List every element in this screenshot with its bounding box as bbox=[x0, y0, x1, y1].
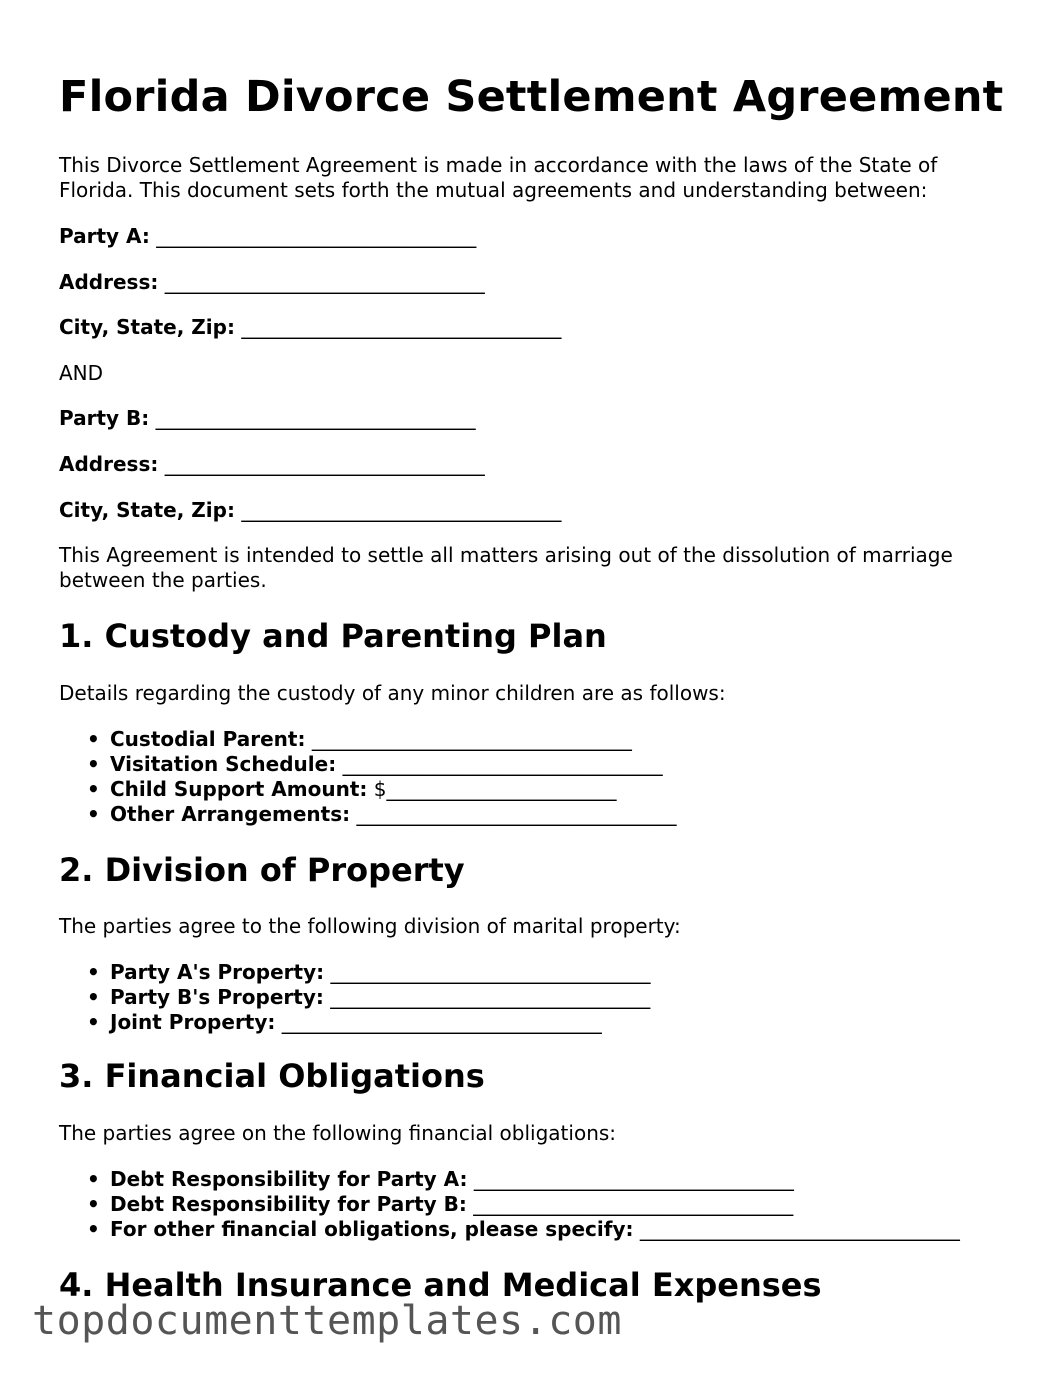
settle-line-1: This Agreement is intended to settle all matters arising out of the dissolution of marriage bbox=[59, 543, 953, 567]
debt-party-b-blank[interactable]: ________________________________ bbox=[473, 1192, 794, 1216]
visitation-schedule-blank[interactable]: ________________________________ bbox=[342, 752, 663, 776]
party-b-property-label: Party B's Property: bbox=[110, 985, 324, 1009]
list-item[interactable] bbox=[110, 727, 676, 752]
party-a-city-blank[interactable]: ________________________________ bbox=[241, 315, 562, 339]
section-3-intro: The parties agree on the following financial obligations: bbox=[59, 1121, 617, 1145]
document-title: Florida Divorce Settlement Agreement bbox=[59, 72, 1004, 122]
debt-party-a-blank[interactable]: ________________________________ bbox=[473, 1167, 794, 1191]
party-a-address-label: Address: bbox=[59, 270, 159, 294]
list-item[interactable] bbox=[110, 1010, 650, 1035]
party-a-city-label: City, State, Zip: bbox=[59, 315, 235, 339]
party-a-name-label: Party A: bbox=[59, 224, 150, 248]
other-arrangements-blank[interactable]: ________________________________ bbox=[356, 802, 677, 826]
list-item[interactable] bbox=[110, 1217, 960, 1242]
joint-property-blank[interactable]: ________________________________ bbox=[281, 1010, 602, 1034]
section-2-heading: 2. Division of Property bbox=[59, 851, 465, 889]
party-b-address-field[interactable] bbox=[59, 452, 485, 477]
party-b-name-blank[interactable]: ________________________________ bbox=[155, 406, 476, 430]
party-a-address-field[interactable] bbox=[59, 270, 485, 295]
party-a-property-label: Party A's Property: bbox=[110, 960, 325, 984]
section-2-list bbox=[59, 960, 650, 1035]
party-b-address-label: Address: bbox=[59, 452, 159, 476]
debt-party-b-label: Debt Responsibility for Party B: bbox=[110, 1192, 467, 1216]
party-a-property-blank[interactable]: ________________________________ bbox=[330, 960, 651, 984]
other-obligations-label: For other financial obligations, please specify: bbox=[110, 1217, 634, 1241]
visitation-schedule-label: Visitation Schedule: bbox=[110, 752, 337, 776]
party-b-property-blank[interactable]: ________________________________ bbox=[330, 985, 651, 1009]
party-b-city-label: City, State, Zip: bbox=[59, 498, 235, 522]
and-separator: AND bbox=[59, 361, 104, 385]
list-item[interactable] bbox=[110, 960, 650, 985]
party-b-city-field[interactable] bbox=[59, 498, 561, 523]
section-1-intro: Details regarding the custody of any minor children are as follows: bbox=[59, 681, 726, 705]
party-a-address-blank[interactable]: ________________________________ bbox=[164, 270, 485, 294]
joint-property-label: Joint Property: bbox=[110, 1010, 276, 1034]
list-item[interactable] bbox=[110, 777, 676, 802]
section-4-heading: 4. Health Insurance and Medical Expenses bbox=[59, 1266, 822, 1304]
section-2-intro: The parties agree to the following division of marital property: bbox=[59, 914, 681, 938]
party-b-city-blank[interactable]: ________________________________ bbox=[241, 498, 562, 522]
party-b-address-blank[interactable]: ________________________________ bbox=[164, 452, 485, 476]
party-b-name-field[interactable] bbox=[59, 406, 476, 431]
section-3-list bbox=[59, 1167, 960, 1242]
child-support-label: Child Support Amount: bbox=[110, 777, 368, 801]
list-item[interactable] bbox=[110, 1167, 960, 1192]
other-obligations-blank[interactable]: ________________________________ bbox=[639, 1217, 960, 1241]
section-1-heading: 1. Custody and Parenting Plan bbox=[59, 617, 607, 655]
party-a-city-field[interactable] bbox=[59, 315, 561, 340]
intro-line-2: Florida. This document sets forth the mutual agreements and understanding between: bbox=[59, 178, 928, 202]
debt-party-a-label: Debt Responsibility for Party A: bbox=[110, 1167, 468, 1191]
section-1-list bbox=[59, 727, 676, 827]
list-item[interactable] bbox=[110, 1192, 960, 1217]
intro-line-1: This Divorce Settlement Agreement is made in accordance with the laws of the State of bbox=[59, 153, 938, 177]
section-3-heading: 3. Financial Obligations bbox=[59, 1057, 485, 1095]
party-a-name-field[interactable] bbox=[59, 224, 476, 249]
watermark: topdocumenttemplates.com bbox=[32, 1298, 622, 1344]
custodial-parent-label: Custodial Parent: bbox=[110, 727, 306, 751]
party-b-name-label: Party B: bbox=[59, 406, 150, 430]
list-item[interactable] bbox=[110, 802, 676, 827]
list-item[interactable] bbox=[110, 985, 650, 1010]
settle-line-2: between the parties. bbox=[59, 568, 267, 592]
party-a-name-blank[interactable]: ________________________________ bbox=[156, 224, 477, 248]
custodial-parent-blank[interactable]: ________________________________ bbox=[311, 727, 632, 751]
other-arrangements-label: Other Arrangements: bbox=[110, 802, 351, 826]
child-support-blank[interactable]: $_______________________ bbox=[373, 777, 617, 801]
list-item[interactable] bbox=[110, 752, 676, 777]
